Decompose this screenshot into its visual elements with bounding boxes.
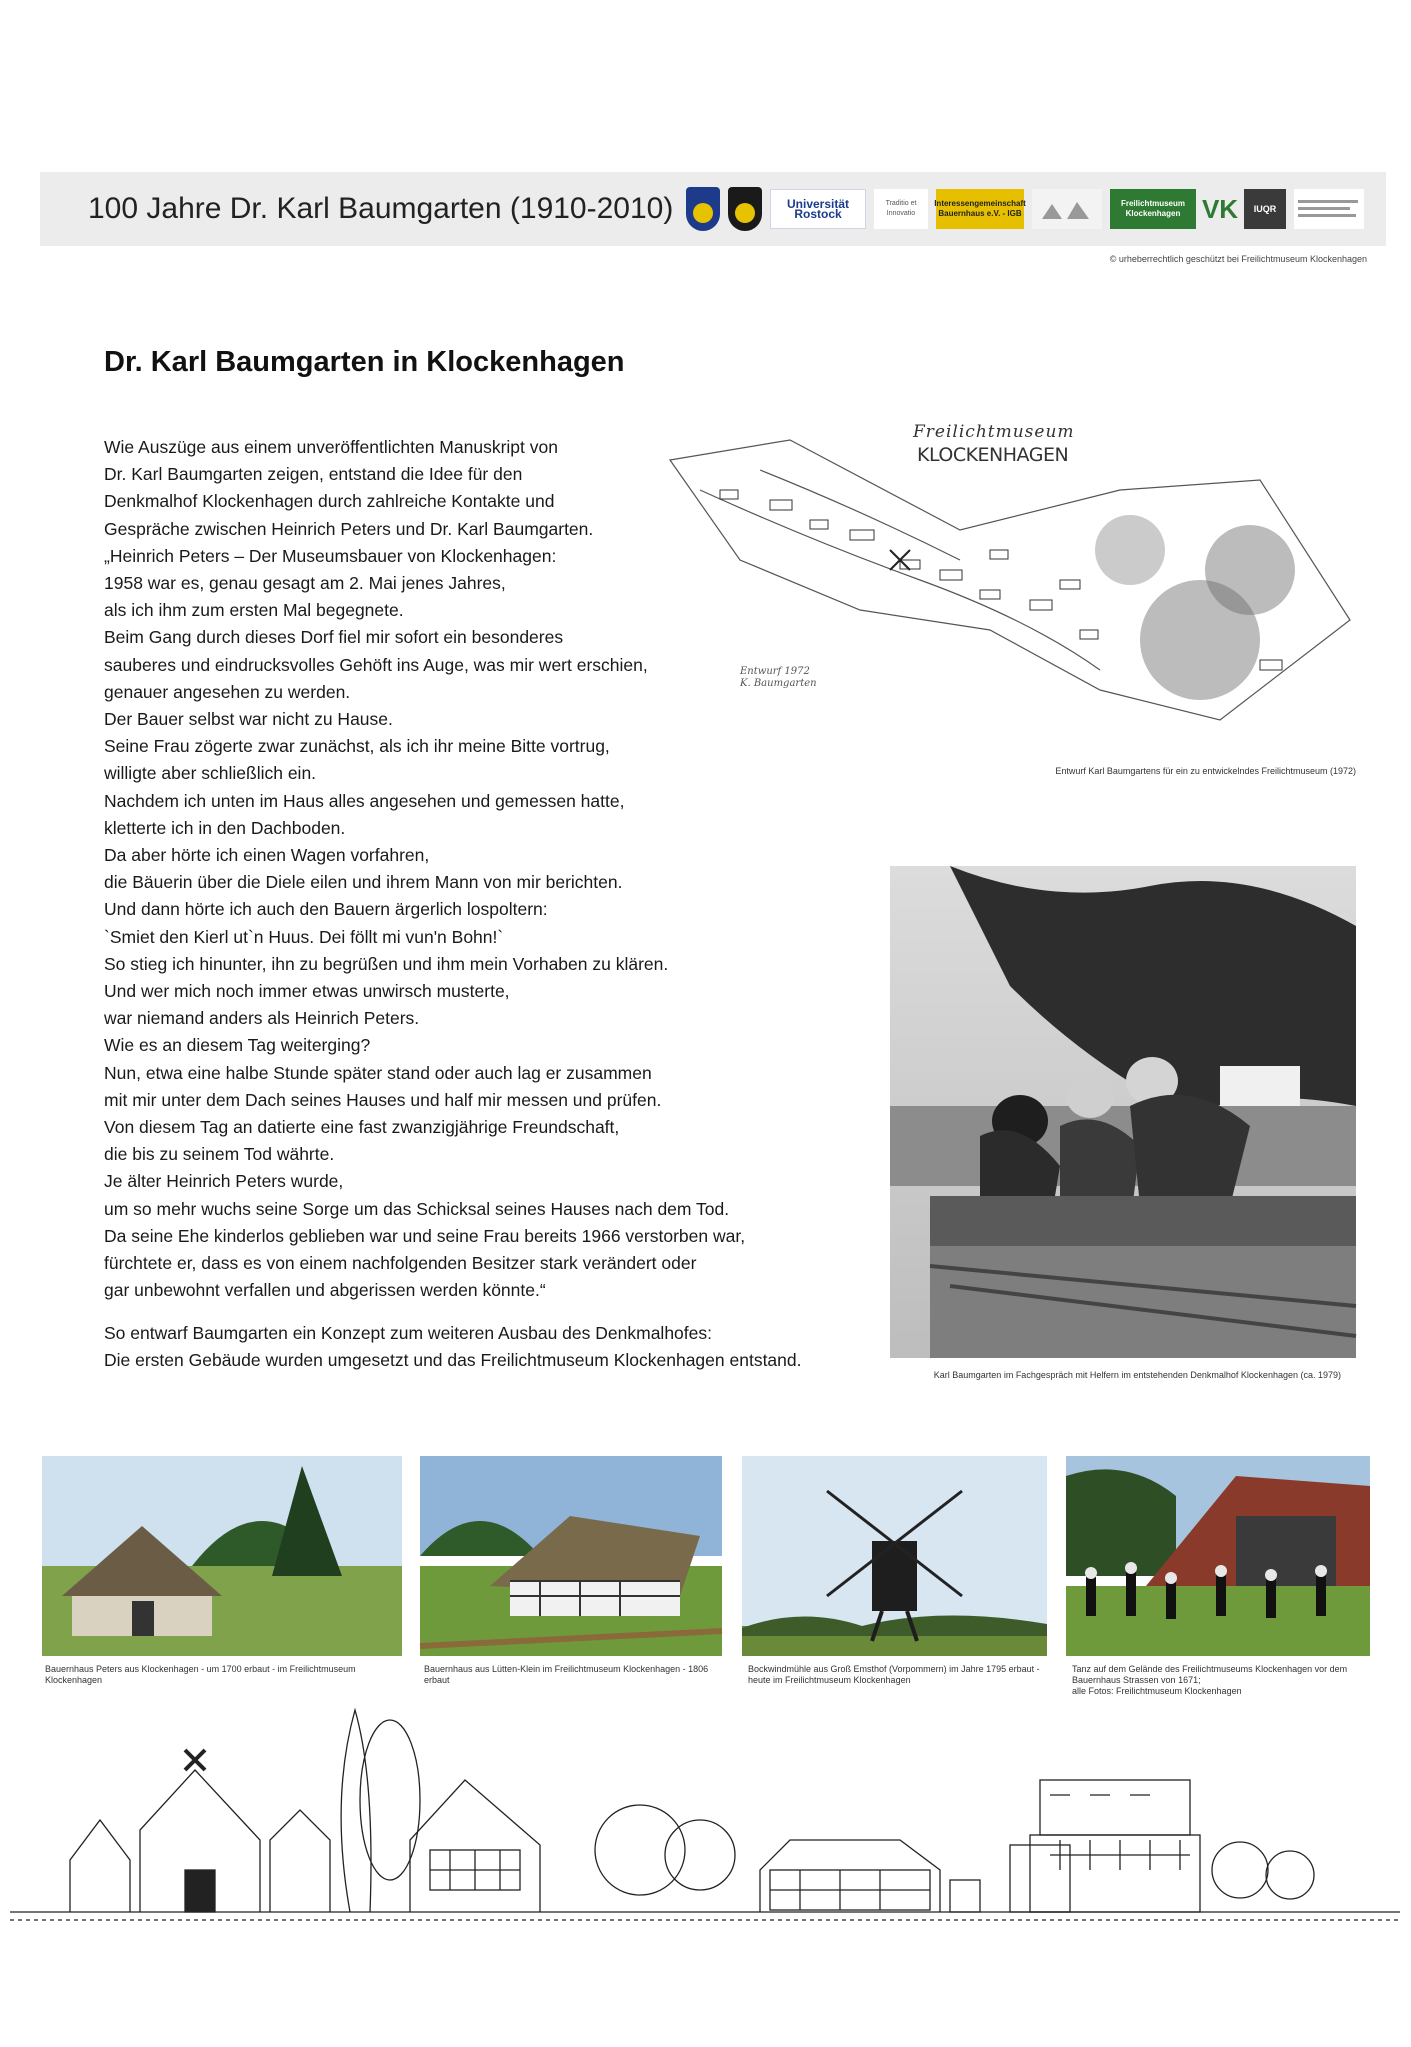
freilichtmuseum-klockenhagen-logo: Freilichtmuseum Klockenhagen	[1110, 189, 1196, 229]
body-line: Der Bauer selbst war nicht zu Hause.	[104, 709, 393, 730]
body-line: Wie Auszüge aus einem unveröffentlichten Manuskript von	[104, 437, 558, 457]
body-line: Gespräche zwischen Heinrich Peters und Dr. Karl Baumgarten.	[104, 518, 594, 539]
body-line: So stieg ich hinunter, ihn zu begrüßen und ihm mein Vorhaben zu klären.	[104, 953, 669, 974]
header-banner	[40, 172, 1386, 246]
gallery-caption-4: Tanz auf dem Gelände des Freilichtmuseums Klockenhagen vor dem Bauernhaus Strassen von 1671; alle Fotos: Freilichtmuseum Klockenhagen	[1072, 1664, 1348, 1696]
vk-logo: VK	[1201, 194, 1239, 224]
body-line: willigte aber schließlich ein.	[104, 763, 317, 784]
gallery-photo-windmill	[742, 1456, 1047, 1656]
closing-line: Die ersten Gebäude wurden umgesetzt und das Freilichtmuseum Klockenhagen entstand.	[104, 1350, 802, 1371]
body-line: kletterte ich in den Dachboden.	[104, 817, 346, 838]
historic-photo	[890, 866, 1356, 1358]
banner-title: 100 Jahre Dr. Karl Baumgarten (1910-2010)	[88, 192, 674, 225]
body-line: Von diesem Tag an datierte eine fast zwanzigjährige Freundschaft,	[104, 1117, 620, 1138]
interessengemeinschaft-logo: Interessengemeinschaft Bauernhaus e.V. - IGB	[936, 189, 1024, 229]
gallery-photo-dance	[1066, 1456, 1370, 1656]
body-line: Je älter Heinrich Peters wurde,	[104, 1171, 344, 1192]
body-line: Nachdem ich unten im Haus alles angesehen und gemessen hatte,	[104, 790, 625, 811]
body-line: 1958 war es, genau gesagt am 2. Mai jenes Jahres,	[104, 573, 506, 594]
body-line: Nun, etwa eine halbe Stunde später stand oder auch lag er zusammen	[104, 1062, 652, 1083]
landkreis-wappen-logo	[686, 187, 720, 231]
gallery-caption-2: Bauernhaus aus Lütten-Klein im Freilichtmuseum Klockenhagen - 1806 erbaut	[424, 1664, 709, 1685]
body-line: sauberes und eindrucksvolles Gehöft ins Auge, was mir wert erschien,	[104, 654, 648, 675]
institut-logo	[1294, 189, 1364, 229]
body-line: um so mehr wuchs seine Sorge um das Schicksal seines Hauses nach dem Tod.	[104, 1198, 730, 1219]
body-line: die Bäuerin über die Diele eilen und ihrem Mann von mir berichten.	[104, 872, 623, 893]
gallery-caption-1: Bauernhaus Peters aus Klockenhagen - um 1700 erbaut - im Freilichtmuseum Klockenhagen	[45, 1664, 356, 1685]
page-title: Dr. Karl Baumgarten in Klockenhagen	[104, 346, 625, 378]
traditio-logo: Traditio et Innovatio	[874, 189, 928, 229]
closing-line: So entwarf Baumgarten ein Konzept zum weiteren Ausbau des Denkmalhofes:	[104, 1323, 712, 1343]
body-line: Da aber hörte ich einen Wagen vorfahren,	[104, 845, 430, 866]
body-line: die bis zu seinem Tod währte.	[104, 1144, 335, 1165]
gallery-photo-peters-house	[42, 1456, 402, 1656]
body-line: genauer angesehen zu werden.	[104, 681, 351, 702]
museum-plan-sketch	[660, 420, 1360, 745]
universitaet-rostock-logo: Universität Rostock	[770, 189, 866, 229]
sketch-title: Freilichtmuseum	[913, 422, 1075, 442]
iuqr-logo: IUQR	[1244, 189, 1286, 229]
body-line: `Smiet den Kierl ut`n Huus. Dei föllt mi vun'n Bohn!`	[104, 926, 504, 947]
sketch-subtitle: KLOCKENHAGEN	[917, 444, 1069, 466]
photo-caption: Karl Baumgarten im Fachgespräch mit Helfern im entstehenden Denkmalhof Klockenhagen (ca. 1979)	[933, 1370, 1341, 1380]
body-line: fürchtete er, dass es von einem nachfolgenden Besitzer stark verändert oder	[104, 1253, 697, 1274]
gallery-photo-luetten-klein-house	[420, 1456, 722, 1656]
sketch-signature: Entwurf 1972 K. Baumgarten	[740, 666, 817, 689]
gallery-caption-3: Bockwindmühle aus Groß Emsthof (Vorpommern) im Jahre 1795 erbaut - heute im Freilichtmuseum Klockenhagen	[748, 1664, 1040, 1685]
body-line: war niemand anders als Heinrich Peters.	[104, 1008, 420, 1029]
body-line: als ich ihm zum ersten Mal begegnete.	[104, 600, 404, 621]
body-line: gar unbewohnt verfallen und abgerissen werden könnte.“	[104, 1280, 546, 1301]
body-line: Beim Gang durch dieses Dorf fiel mir sofort ein besonderes	[104, 627, 564, 648]
body-line: Wie es an diesem Tag weiterging?	[104, 1035, 371, 1056]
closing-text	[104, 1320, 824, 1374]
hof-logo	[1032, 189, 1102, 229]
body-line: Und wer mich noch immer etwas unwirsch musterte,	[104, 981, 510, 1002]
village-line-drawing	[0, 1680, 1411, 1930]
sketch-caption: Entwurf Karl Baumgartens für ein zu entwickelndes Freilichtmuseum (1972)	[1055, 766, 1356, 776]
body-line: Und dann hörte ich auch den Bauern ärgerlich lospoltern:	[104, 899, 548, 920]
body-line: „Heinrich Peters – Der Museumsbauer von Klockenhagen:	[104, 545, 557, 566]
body-line: mit mir unter dem Dach seines Hauses und half mir messen und prüfen.	[104, 1089, 662, 1110]
body-line: Da seine Ehe kinderlos geblieben war und seine Frau bereits 1966 verstorben war,	[104, 1225, 746, 1246]
copyright-note: © urheberrechtlich geschützt bei Freilichtmuseum Klockenhagen	[1109, 254, 1367, 264]
body-line: Seine Frau zögerte zwar zunächst, als ich ihr meine Bitte vortrug,	[104, 736, 610, 757]
body-line: Denkmalhof Klockenhagen durch zahlreiche Kontakte und	[104, 491, 555, 512]
gemeinde-wappen-logo	[728, 187, 762, 231]
body-line: Dr. Karl Baumgarten zeigen, entstand die Idee für den	[104, 464, 523, 485]
logo-strip	[686, 186, 1364, 232]
